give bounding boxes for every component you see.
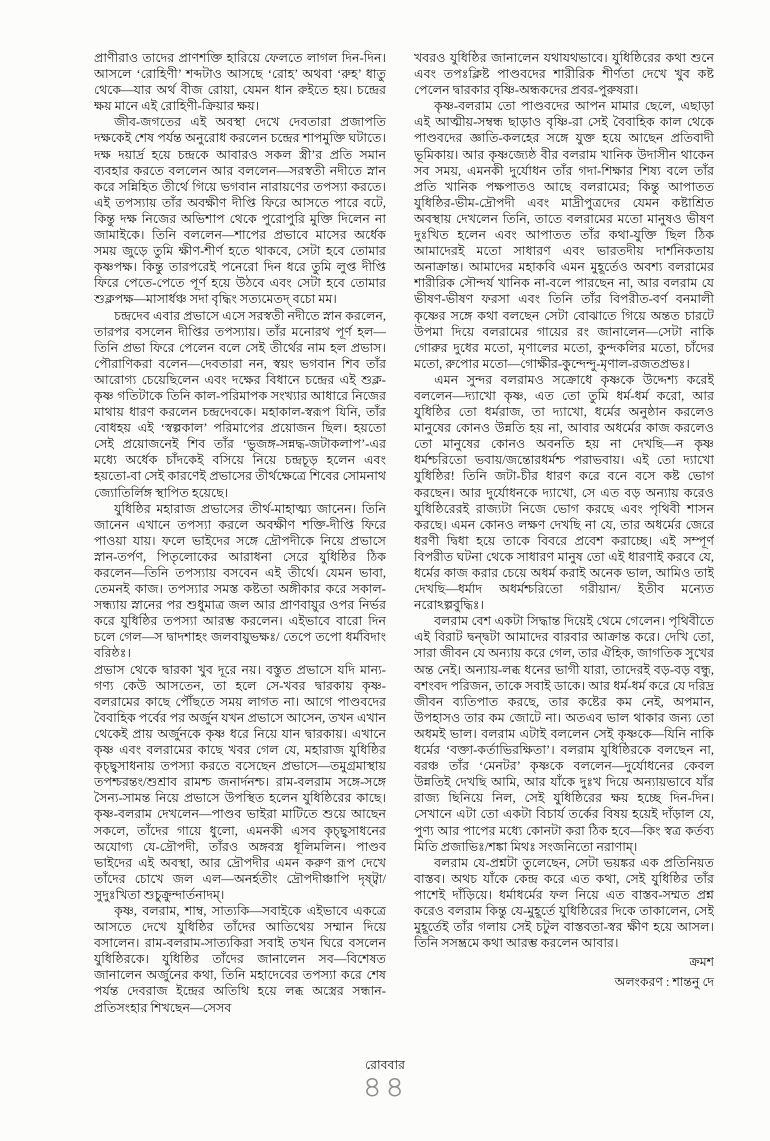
illustration-credit: অলংকরণ : শান্তনু দে	[614, 975, 714, 990]
page-number: ৪৪	[362, 1071, 408, 1104]
paragraph: কৃষ্ণ-বলরাম তো পাণ্ডবদের আপন মামার ছেলে, এছাড়া এই আত্মীয়-সম্বন্ধ ছাড়াও বৃষ্ণি-রা সেই বৈবাহিক কাল থেকে পাণ্ডবদের জ্ঞাতি-কলহের সঙ্গে যুক্ত হয়ে আছেন প্রতিবাদী ভূমিকায়। আর কৃষ্ণজ্যেষ্ঠ বীর বলরাম খানিক উদাসীন থাকেন সব সময়, এমনকী দুর্যোধন তাঁর গদা-শিক্ষার শিষ্য বলে তাঁর প্রতি খানিক পক্ষপাতও আছে বলরামের; কিন্তু আপাতত যুধিষ্ঠির-ভীম-দ্রৌপদী এবং মাদ্রীপুত্রদের যেমন কষ্টাশ্রিত অবস্থায় দেখলেন তিনি, তাতে বলরামের মতো মানুষও ভীষণ দুঃখিত হলেন এবং আপাতত তাঁর কথা-যুক্তি ছিল ঠিক আমাদেরই মতো সাধারণ এবং ভারতদীয় দার্শনিকতায় অনাক্রান্ত। আমাদের মহাকবি এমন মুহূর্তেও অবশ্য বলরামের শারীরিক সৌন্দর্য খানিক না-বলে পারছেন না, আর বলরাম যে ভীষণ-ভীষণ ফরসা এবং তিনি তাঁর বিপরীত-বর্ণ বনমালী কৃষ্ণের সঙ্গে কথা বলছেন সেটা বোঝাতে গিয়ে অন্তত চারটে উপমা দিয়ে বলরামের গায়ের রং জানালেন—সেটা নাকি গোরুর দুধের মতো, মৃণালের মতো, কুন্দকলির মতো, চাঁদের মতো, রুপোর মতো—গোক্ষীর-কুন্দেন্দু-মৃণাল-রজতপ্রভঃ।	[414, 99, 714, 371]
paragraph: খবরও যুধিষ্ঠির জানালেন যথাযথভাবে। যুধিষ্ঠিরের কথা শুনে এবং তপঃক্লিষ্ট পাণ্ডবদের শারীরিক শীর্ণতা দেখে খুব কষ্ট পেলেন দ্বারকার বৃষ্ণি-অন্ধকদের প্রবর-পুরুষরা।	[414, 51, 714, 98]
paragraph: বলরাম বেশ একটা সিদ্ধান্ত দিয়েই থেমে গেলেন। পৃথিবীতে এই বিরাট দ্বন্দ্বটা আমাদের বারবার আক্রান্ত করে। দেখি তো, সারা জীবন যে অন্যায় করে গেল, তার ঐহিক, জাগতিক সুখের অন্ত নেই। অন্যায়-লব্ধ ধনের ভাগী যারা, তাদেরই বড়-বড় বন্ধু, বশংবদ পরিজন, তাকে সবাই ডাকে। আর ধর্ম-ধর্ম করে যে দরিদ্র জীবন ব্যতিপাত করছে, তার কষ্টের কম নেই, অপমান, উপহাসও তার কম জোটে না। অতএব ভাল থাকার জন্য তো অধমই ভাল। বলরাম এটাই বললেন সেই কৃষ্ণকে—যিনি নাকি ধর্মের ‘বক্তা-কর্তাভিরক্ষিতা’। বলরাম যুধিষ্ঠিরকে বলছেন না, বরঞ্চ তাঁর ‘মেনটর’ কৃষ্ণকে বললেন—দুর্যোধনের কেবল উন্নতিই দেখছি আমি, আর যাঁকে দুঃখ দিয়ে অন্যায়ভাবে যাঁর রাজ্য ছিনিয়ে নিল, সেই যুধিষ্ঠিরের ক্ষয় হচ্ছে দিন-দিন। সেখানে এটা তো একটা বিচার্য তর্কের বিষয় হয়েই দাঁড়াল যে, পুণ্য আর পাপের মধ্যে কোনটা করা ঠিক হবে—কিং স্বত্র কর্তব্য মিতি প্রজাভিঃ/শঙ্কা মিথঃ সংজনিতো নরাণাম্।	[414, 614, 714, 854]
paragraph: যুধিষ্ঠির মহারাজ প্রভাসের তীর্থ-মাহাত্ম্য জানেন। তিনি জানেন এখানে তপস্যা করলে অবক্ষীণ শক্তি-দীপ্তি ফিরে পাওয়া যায়। ফলে ভাইদের সঙ্গে দ্রৌপদীকে নিয়ে প্রভাসে স্নান-তর্পণ, পিতৃলোকের আরাধনা সেরে যুধিষ্ঠির ঠিক করলেন—তিনি তপস্যায় বসবেন এই তীর্থে। যেমন ভাবা, তেমনই কাজ। তপস্যার সমস্ত কষ্টতা অঙ্গীকার করে সকাল-সন্ধ্যায় স্নানের পর শুধুমাত্র জল আর প্রাণবায়ুর ওপর নির্ভর করে যুধিষ্ঠির তপস্যা আরম্ভ করলেন। এইভাবে বারো দিন চলে গেল—স দ্বাদশাহং জলবায়ুভক্ষঃ/ তেপে তপো ধর্মবিদাং বরিষ্ঠঃ।	[94, 501, 386, 661]
magazine-name: রোববার	[365, 1058, 405, 1072]
paragraph: প্রাণীরাও তাদের প্রাণশক্তি হারিয়ে ফেলতে লাগল দিন-দিন। আসলে ‘রোহিণী’ শব্দটাও আসছে ‘রোহ’ অথবা ‘রুহ’ ধাতু থেকে—যার অর্থ বীজ রোয়া, যেমন ধান রুইতে হয়। চন্দ্রের ক্ষয় মানে এই রোহিণী-ক্রিয়ার ক্ষয়।	[94, 51, 386, 114]
left-column	[94, 50, 386, 1042]
paragraph: কৃষ্ণ, বলরাম, শাম্ব, সাত্যকি—সবাইকে এইভাবে একত্রে আসতে দেখে যুধিষ্ঠির তাঁদের আতিথেয় সম্মান দিয়ে বসালেন। রাম-বলরাম-সাত্যকিরা সবাই তখন ঘিরে বসলেন যুধিষ্ঠিরকে। যুধিষ্ঠির তাঁদের জানালেন সব—বিশেষত জানালেন অর্জুনের কথা, তিনি মহাদেবের তপস্যা করে শেষ পর্যন্ত দেবরাজ ইন্দ্রের অতিথি হয়ে লব্ধ অস্ত্রের সন্ধান-প্রতিসংহার শিখছেন—সেসব	[94, 903, 386, 1015]
left-column-paragraphs	[94, 50, 386, 1016]
paragraph: বলরাম যে-প্রশ্নটা তুলেছেন, সেটা ভয়ঙ্কর এক প্রতিনিয়ত বাস্তব। অথচ যাঁকে কেন্দ্র করে এত কথা, সেই যুধিষ্ঠির তাঁর পাশেই দাঁড়িয়ে। ধর্মাধর্মের ফল নিয়ে এত বাস্তব-সম্মত প্রশ্ন করেও বলরাম কিন্তু যে-মুহূর্তে যুধিষ্ঠিরের দিকে তাকালেন, সেই মুহূর্তেই তাঁর গলায় সেই চটুল বাস্তবতা-স্বর ক্ষীণ হয়ে আসল। তিনি সসম্ভ্রমে কথা আরম্ভ করলেন আবার।	[414, 855, 714, 951]
paragraph: চন্দ্রদেব এবার প্রভাসে এসে সরস্বতী নদীতে স্নান করলেন, তারপর বসলেন দীপ্তির তপস্যায়। তাঁর মনোরথ পূর্ণ হল—তিনি প্রভা ফিরে পেলেন বলে সেই তীর্থের নাম হল প্রভাস। পৌরাণিকরা বলেন—দেবতারা নন, স্বয়ং ভগবান শিব তাঁর আরোগ্য চেয়েছিলেন এবং দক্ষের বিধানে চন্দ্রের এই শুক্ল-কৃষ্ণ গতিটাকে তিনি কাল-পরিমাপক সংখ্যার আধারে নিজের মাথায় ধারণ করলেন চন্দ্রদেবকে। মহাকাল-স্বরূপ যিনি, তাঁর বোধহয় এই ‘স্বল্পকাল’ পরিমাপের প্রয়োজন ছিল। হয়তো সেই প্রয়োজনেই শিব তাঁর ‘ভুজঙ্গ-সন্নদ্ধ-জটাকলাপ’-এর মধ্যে অর্ধেক চাঁদকেই বসিয়ে নিয়ে চন্দ্রচূড় হলেন এবং হয়তো-বা সেই কারণেই প্রভাসের তীর্থক্ষেত্রে শিবের সোমনাথ জ্যোতির্লিঙ্গ স্থাপিত হয়েছে।	[94, 308, 386, 500]
continuation-note: ক্রমশ	[689, 955, 714, 970]
right-column	[414, 50, 714, 1042]
article-body	[94, 50, 714, 1042]
paragraph: জীব-জগতের এই অবস্থা দেখে দেবতারা প্রজাপতি দক্ষকেই শেষ পর্যন্ত অনুরোধ করলেন চন্দ্রের শাপমুক্তি ঘটাতে। দক্ষ দয়ার্দ্র হয়ে চন্দ্রকে আবারও সকল স্ত্রী’র প্রতি সমান ব্যবহার করতে বললেন আর বললেন—সরস্বতী নদীতে স্নান করে সন্নিহিত তীর্থে গিয়ে ভগবান নারায়ণের তপস্যা করতে। এই তপস্যায় তাঁর অবক্ষীণ দীপ্তি ফিরে আসতে পারে বটে, কিন্তু দক্ষ নিজের অভিশাপ থেকে পুরোপুরি মুক্তি দিলেন না জামাইকে। তিনি বললেন—শাপের প্রভাবে মাসের অর্ধেক সময় জুড়ে তুমি ক্ষীণ-শীর্ণ হতে থাকবে, সেটা হবে তোমার কৃষ্ণপক্ষ। কিন্তু তারপরেই পনেরো দিন ধরে তুমি লুপ্ত দীপ্তি ফিরে পেতে-পেতে পূর্ণ হয়ে উঠবে এবং সেটা হবে তোমার শুক্লপক্ষ—মাসার্ধঞ্চ সদা বৃদ্ধিং সত্যমেতদ্ বচো মম।	[94, 115, 386, 307]
paragraph: প্রভাস থেকে দ্বারকা খুব দূরে নয়। বস্তুত প্রভাসে যদি মান্য-গণ্য কেউ আসতেন, তা হলে সে-খবর দ্বারকায় কৃষ্ণ-বলরামের কাছে পৌঁছতে সময় লাগত না। আগে পাণ্ডবদের বৈবাহিক পর্বের পর অর্জুন যখন প্রভাসে আসেন, তখন এখান থেকেই প্রায় অর্জুনকে কৃষ্ণ ধরে নিয়ে যান দ্বারকায়। এখানে কৃষ্ণ এবং বলরামের কাছে খবর গেল যে, মহারাজ যুধিষ্ঠির কৃচ্ছ্বসাধনায় তপস্যা করতে বসেছেন প্রভাসে—তমুগ্রমাস্থায় তপশ্চরন্তং/শুশ্রাব রামশ্চ জনার্দনশ্চ। রাম-বলরাম সঙ্গে-সঙ্গে সৈন্য-সামন্ত নিয়ে প্রভাসে উপস্থিত হলেন যুধিষ্ঠিরের কাছে। কৃষ্ণ-বলরাম দেখলেন—পাণ্ডব ভাইরা মাটিতে শুয়ে আছেন সকলে, তাঁদের গায়ে ধুলো, এমনকী এসব কৃচ্ছ্বসাধনের অযোগ্য যে-দ্রৌপদী, তাঁরও অঙ্গবস্ত্র ধূলিমলিন। পাণ্ডব ভাইদের এই অবস্থা, আর দ্রৌপদীর এমন করুণ রূপ দেখে তাঁদের চোখে জল এল—অনর্হতীং দ্রৌপদীঞ্চাপি দৃষ্ট্বা/সুদুঃখিতা শুচুক্রুন্দার্তনাদম্।	[94, 662, 386, 902]
page-footer	[0, 1058, 770, 1103]
right-column-paragraphs	[414, 50, 714, 951]
paragraph: এমন সুন্দর বলরামও সক্রোধে কৃষ্ণকে উদ্দেশ্য করেই বললেন—দ্যাখো কৃষ্ণ, এত তো তুমি ধর্ম-ধর্ম করো, আর যুধিষ্ঠির তো ধর্মরাজ, তা দ্যাখো, ধর্মের অনুষ্ঠান করলেও মানুষের কোনও উন্নতি হয় না, আবার অধর্মের কাজ করলেও তো মানুষের কোনও অবনতি হয় না দেখছি—ন কৃষ্ণ ধর্মশ্চরিতো ভবায়/জন্তোরধর্মশ্চ পরাভবায়। এই তো দ্যাখো যুধিষ্ঠির! তিনি জটা-চীর ধারণ করে বনে বসে কষ্ট ভোগ করছেন। আর দুর্যোধনকে দ্যাখো, সে এত বড় অন্যায় করেও যুধিষ্ঠিরেরই রাজ্যটা নিজে ভোগ করছে এবং পৃথিবী শাসন করছে। এমন কোনও লক্ষণ দেখছি না যে, তার অধর্মের জেরে ধরণী দ্বিধা হয়ে তাকে বিবরে প্রবেশ করাচ্ছে। এই সম্পূর্ণ বিপরীত ঘটনা থেকে সাধারণ মানুষ তো এই ধারণাই করবে যে, ধর্মের কাজ করার চেয়ে অধর্ম করাই অনেক ভাল, আমিও তাই দেখছি—ধর্মাদ অধর্মশ্চরিতো গরীয়ান/ ইতীব মন্যেত নরোঽল্পবুদ্ধিঃ।	[414, 372, 714, 613]
